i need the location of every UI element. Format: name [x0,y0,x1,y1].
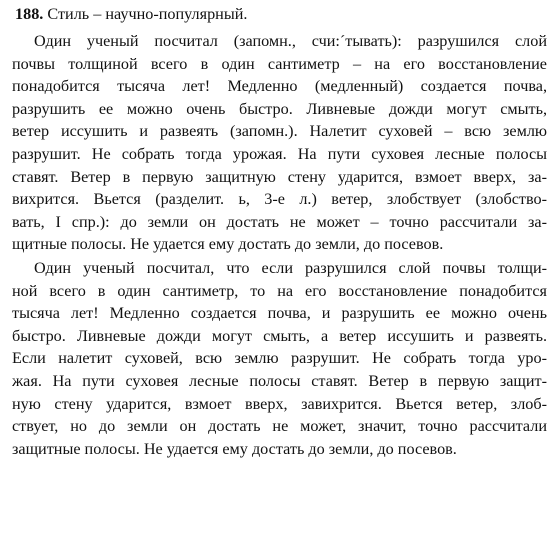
text-line: щитные полосы. Не удается ему достать до земли, до посевов. [12,235,444,254]
exercise-style-label: Стиль – научно-популярный. [47,5,248,23]
text-line: тысяча лет! Медленно создается почва, и разрушить ее можно очень [12,304,547,323]
text-line: понадобится тысяча лет! Медленно (медленный) создается почва, [12,77,547,96]
text-line: почвы толщиной всего в один сантиметр – на его восстановление [12,54,547,73]
exercise-title [12,4,547,24]
text-line: ставят. Ветер в первую защитную стену ударится, взмоет вверх, за- [12,167,547,186]
text-line: ствует, но до земли он достать не может, значит, точно рассчитали [12,417,547,436]
paragraph-rewrite [12,257,547,460]
text-line: быстро. Ливневые дожди могут смыть, а ветер иссушить и развеять. [12,326,547,345]
text-line: вать, I спр.): до земли он достать не может – точно рассчитали за- [12,212,547,231]
text-line: Один ученый посчитал, что если разрушился слой почвы толщи- [34,258,547,277]
text-line: ную стену ударится, взмоет вверх, завихрится. Вьется ветер, злоб- [12,394,547,413]
paragraph-analysis [12,30,547,256]
text-line: защитные полосы. Не удается ему достать до земли, до посевов. [12,439,457,458]
text-line: Один ученый посчитал (запомн., счи:´тывать): разрушился слой [34,32,547,50]
text-line: ной всего в один сантиметр, то на его восстановление понадобится [12,281,547,300]
text-line: разрушить ее можно очень быстро. Ливневые дожди могут смыть, [12,99,547,118]
text-line: разрушит. Не собрать тогда урожая. На пути суховея лесные полосы [12,144,547,163]
text-line: ветер иссушить и развеять (запомн.). Налетит суховей – всю землю [12,122,547,141]
text-line: вихрится. Вьется (разделит. ь, 3-е л.) ветер, злобствует (злобство- [12,190,547,209]
exercise-number: 188. [15,5,44,23]
text-line: жая. На пути суховея лесные полосы ставят. Ветер в первую защит- [12,371,547,390]
text-line: Если налетит суховей, всю землю разрушит. Не собрать тогда уро- [12,349,547,368]
